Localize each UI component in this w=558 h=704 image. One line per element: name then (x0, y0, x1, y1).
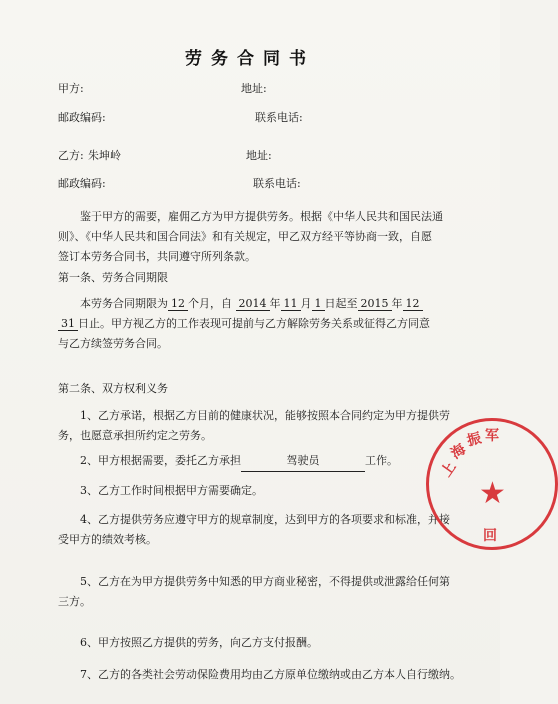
item4-line2: 受甲方的绩效考核。 (58, 533, 157, 546)
item1-line2: 务，也愿意承担所约定之劳务。 (58, 429, 212, 442)
preamble-line: 签订本劳务合同书，共同遵守所列条款。 (58, 250, 256, 263)
article2-item6 (58, 633, 438, 653)
start-day: 1 (312, 297, 325, 311)
start-year: 2014 (236, 297, 270, 311)
end-month: 12 (403, 297, 423, 311)
seal-char: 振 (465, 430, 484, 450)
party-a-label: 甲方: (58, 82, 84, 95)
company-seal (426, 418, 558, 550)
article2-item3 (58, 481, 438, 501)
party-b-phone-label: 联系电话: (253, 177, 301, 190)
year-char: 年 (269, 297, 281, 310)
preamble-paragraph (58, 207, 443, 267)
seal-char: 回 (483, 528, 497, 544)
year-char: 年 (391, 297, 403, 310)
seal-char: 海 (448, 441, 469, 463)
seal-star-icon: ★ (479, 476, 506, 511)
article2-item1 (58, 406, 450, 446)
party-b-label: 乙方: (58, 149, 84, 162)
term-prefix: 本劳务合同期限为 (80, 297, 168, 310)
item6-line: 6、甲方按照乙方提供的劳务，向乙方支付报酬。 (80, 636, 318, 649)
preamble-line: 鉴于甲方的需要，雇佣乙方为甲方提供劳务。根据《中华人民共和国民法通 (80, 210, 443, 223)
seal-char: 上 (438, 459, 460, 480)
article2-item2 (58, 451, 438, 472)
party-a-address-label: 地址: (241, 82, 267, 95)
item1-line1: 1、乙方承诺，根据乙方目前的健康状况，能够按照本合同约定为甲方提供劳 (80, 409, 450, 422)
party-b-postcode-label: 邮政编码: (58, 177, 106, 190)
article2-item4 (58, 510, 450, 550)
item5-line1: 5、乙方在为甲方提供劳务中知悉的甲方商业秘密，不得提供或泄露给任何第 (80, 575, 450, 588)
term-line2: 日止。甲方视乙方的工作表现可提前与乙方解除劳务关系或征得乙方同意 (78, 317, 430, 330)
item3-line: 3、乙方工作时间根据甲方需要确定。 (80, 484, 263, 497)
item5-line2: 三方。 (58, 595, 91, 608)
item2-prefix: 2、甲方根据需要，委托乙方承担 (80, 454, 241, 467)
document-title: 劳务合同书 (185, 49, 315, 69)
item4-line1: 4、乙方提供劳务应遵守甲方的规章制度，达到甲方的各项要求和标准，并接 (80, 513, 450, 526)
party-a-phone-label: 联系电话: (255, 111, 303, 124)
party-a-postcode-label: 邮政编码: (58, 111, 106, 124)
start-month: 11 (281, 297, 301, 311)
term-months: 12 (168, 297, 188, 311)
article2-heading: 第二条、双方权利义务 (58, 382, 168, 395)
article1-heading: 第一条、劳务合同期限 (58, 271, 168, 284)
item7-line: 7、乙方的各类社会劳动保险费用均由乙方原单位缴纳或由乙方本人自行缴纳。 (80, 668, 461, 681)
seal-char: 军 (485, 428, 499, 444)
party-b-name: 朱坤岭 (88, 149, 121, 162)
preamble-line: 则》、《中华人民共和国合同法》和有关规定，甲乙双方经平等协商一致，自愿 (58, 230, 432, 243)
term-mid2: 日起至 (324, 297, 358, 310)
article2-item7 (58, 665, 461, 685)
article1-paragraph (58, 294, 438, 354)
end-year: 2015 (358, 297, 392, 311)
item2-job: 驾驶员 (241, 451, 365, 472)
item2-suffix: 工作。 (365, 454, 398, 467)
term-line3: 与乙方续签劳务合同。 (58, 337, 168, 350)
month-char: 月 (300, 297, 312, 310)
term-mid1: 个月，自 (188, 297, 232, 310)
end-day: 31 (58, 317, 78, 331)
party-b-address-label: 地址: (246, 149, 272, 162)
article2-item5 (58, 572, 450, 612)
